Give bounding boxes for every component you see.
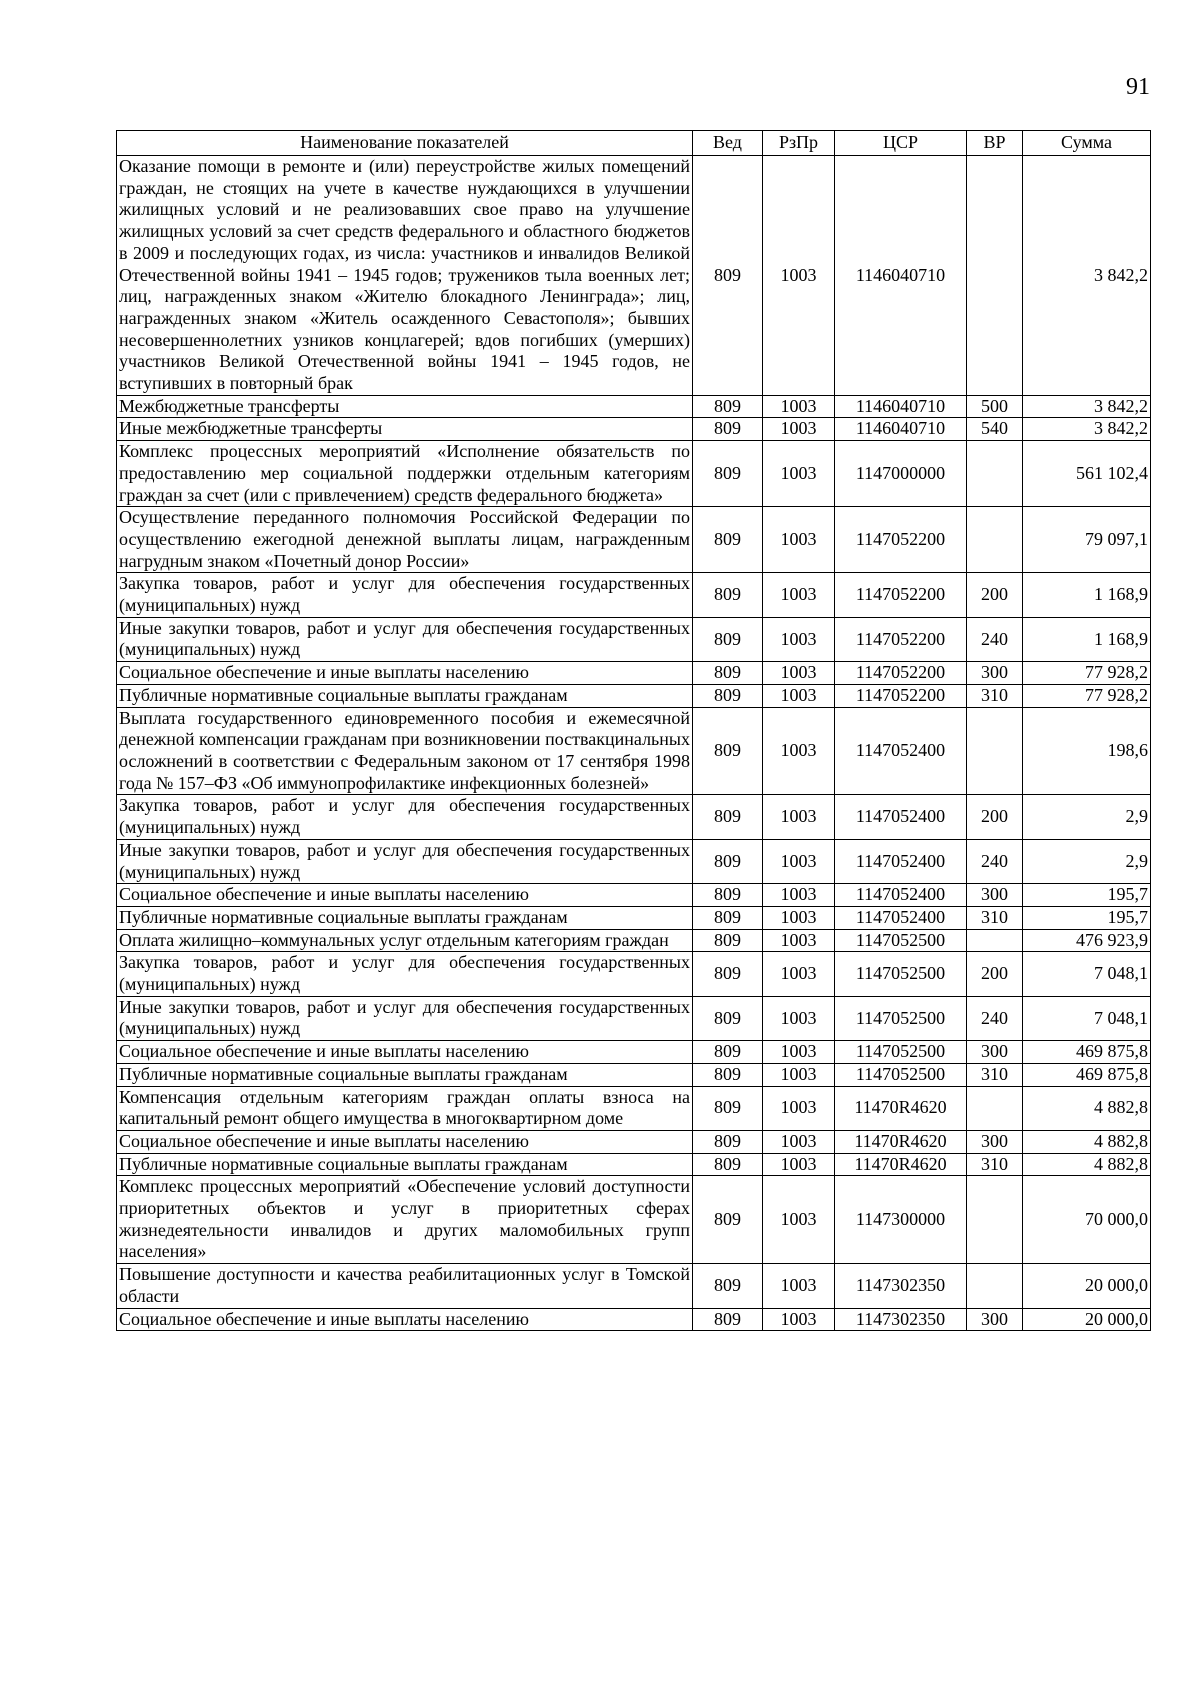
- cell-name: Закупка товаров, работ и услуг для обеспечения государственных (муниципальных) нужд: [117, 573, 693, 617]
- cell-vr: 500: [967, 395, 1023, 418]
- cell-name: Иные межбюджетные трансферты: [117, 418, 693, 441]
- cell-csr: 1147302350: [835, 1264, 967, 1308]
- cell-csr: 1147052200: [835, 507, 967, 573]
- table-row: [117, 1086, 1151, 1130]
- page-number: 91: [1126, 74, 1150, 100]
- cell-rzpr: 1003: [763, 507, 835, 573]
- table-row: [117, 1041, 1151, 1064]
- cell-name: Социальное обеспечение и иные выплаты населению: [117, 1041, 693, 1064]
- cell-sum: 3 842,2: [1023, 418, 1151, 441]
- table-row: [117, 1063, 1151, 1086]
- cell-rzpr: 1003: [763, 156, 835, 396]
- cell-rzpr: 1003: [763, 996, 835, 1040]
- cell-csr: 1147052200: [835, 617, 967, 661]
- cell-name: Межбюджетные трансферты: [117, 395, 693, 418]
- table-row: [117, 996, 1151, 1040]
- cell-vr: 300: [967, 1308, 1023, 1331]
- table-header-row: [117, 131, 1151, 156]
- cell-ved: 809: [693, 1130, 763, 1153]
- cell-csr: 1146040710: [835, 395, 967, 418]
- cell-sum: 77 928,2: [1023, 662, 1151, 685]
- cell-csr: 1147052400: [835, 884, 967, 907]
- cell-vr: 300: [967, 662, 1023, 685]
- table-row: [117, 795, 1151, 839]
- cell-vr: [967, 929, 1023, 952]
- budget-table: [116, 130, 1151, 1331]
- cell-rzpr: 1003: [763, 1130, 835, 1153]
- cell-vr: 200: [967, 795, 1023, 839]
- cell-rzpr: 1003: [763, 707, 835, 795]
- cell-name: Выплата государственного единовременного пособия и ежемесячной денежной компенсации гражданам при возникновении поствакцинальных осложнений в соответствии с Федеральным законом от 17 сентября 1998 года № 157–ФЗ «Об иммунопрофилактике инфекционных болезней»: [117, 707, 693, 795]
- cell-vr: [967, 441, 1023, 507]
- table-row: [117, 707, 1151, 795]
- cell-sum: 4 882,8: [1023, 1086, 1151, 1130]
- cell-ved: 809: [693, 1153, 763, 1176]
- cell-ved: 809: [693, 1041, 763, 1064]
- cell-vr: [967, 1176, 1023, 1264]
- table-row: [117, 952, 1151, 996]
- cell-csr: 1147052500: [835, 929, 967, 952]
- cell-ved: 809: [693, 418, 763, 441]
- table-row: [117, 906, 1151, 929]
- cell-name: Социальное обеспечение и иные выплаты населению: [117, 1130, 693, 1153]
- cell-csr: 11470R4620: [835, 1086, 967, 1130]
- cell-csr: 1147052500: [835, 1063, 967, 1086]
- cell-name: Закупка товаров, работ и услуг для обеспечения государственных (муниципальных) нужд: [117, 952, 693, 996]
- cell-vr: 310: [967, 1153, 1023, 1176]
- cell-ved: 809: [693, 1308, 763, 1331]
- cell-name: Публичные нормативные социальные выплаты гражданам: [117, 684, 693, 707]
- cell-csr: 1146040710: [835, 156, 967, 396]
- cell-sum: 198,6: [1023, 707, 1151, 795]
- cell-vr: 300: [967, 1041, 1023, 1064]
- cell-rzpr: 1003: [763, 1086, 835, 1130]
- header-csr: ЦСР: [835, 131, 967, 156]
- cell-csr: 1147052200: [835, 662, 967, 685]
- cell-csr: 1147052400: [835, 707, 967, 795]
- cell-name: Осуществление переданного полномочия Российской Федерации по осуществлению ежегодной денежной выплаты лицам, награжденным нагрудным знаком «Почетный донор России»: [117, 507, 693, 573]
- cell-vr: [967, 156, 1023, 396]
- cell-csr: 1147052500: [835, 1041, 967, 1064]
- cell-rzpr: 1003: [763, 662, 835, 685]
- cell-csr: 1147052200: [835, 573, 967, 617]
- cell-sum: 3 842,2: [1023, 395, 1151, 418]
- cell-sum: 4 882,8: [1023, 1153, 1151, 1176]
- cell-name: Комплекс процессных мероприятий «Обеспечение условий доступности приоритетных объектов и услуг в приоритетных сферах жизнедеятельности инвалидов и других маломобильных групп населения»: [117, 1176, 693, 1264]
- cell-name: Публичные нормативные социальные выплаты гражданам: [117, 1153, 693, 1176]
- table-row: [117, 617, 1151, 661]
- cell-rzpr: 1003: [763, 839, 835, 883]
- header-vr: ВР: [967, 131, 1023, 156]
- table-body: [117, 156, 1151, 1331]
- cell-rzpr: 1003: [763, 952, 835, 996]
- cell-sum: 195,7: [1023, 906, 1151, 929]
- cell-name: Публичные нормативные социальные выплаты гражданам: [117, 1063, 693, 1086]
- cell-csr: 1147052400: [835, 795, 967, 839]
- cell-ved: 809: [693, 1176, 763, 1264]
- cell-ved: 809: [693, 441, 763, 507]
- cell-csr: 1146040710: [835, 418, 967, 441]
- cell-name: Социальное обеспечение и иные выплаты населению: [117, 662, 693, 685]
- cell-name: Иные закупки товаров, работ и услуг для обеспечения государственных (муниципальных) нужд: [117, 617, 693, 661]
- cell-ved: 809: [693, 795, 763, 839]
- cell-sum: 7 048,1: [1023, 952, 1151, 996]
- cell-rzpr: 1003: [763, 1153, 835, 1176]
- cell-rzpr: 1003: [763, 1063, 835, 1086]
- cell-ved: 809: [693, 929, 763, 952]
- table-row: [117, 156, 1151, 396]
- cell-sum: 20 000,0: [1023, 1308, 1151, 1331]
- cell-vr: [967, 707, 1023, 795]
- table-row: [117, 1153, 1151, 1176]
- cell-rzpr: 1003: [763, 418, 835, 441]
- cell-vr: 300: [967, 1130, 1023, 1153]
- cell-sum: 77 928,2: [1023, 684, 1151, 707]
- cell-name: Комплекс процессных мероприятий «Исполнение обязательств по предоставлению мер социальной поддержки отдельным категориям граждан за счет (или с привлечением) средств федерального бюджета»: [117, 441, 693, 507]
- cell-vr: 300: [967, 884, 1023, 907]
- cell-vr: [967, 507, 1023, 573]
- cell-ved: 809: [693, 1264, 763, 1308]
- table-row: [117, 1308, 1151, 1331]
- cell-name: Повышение доступности и качества реабилитационных услуг в Томской области: [117, 1264, 693, 1308]
- cell-name: Социальное обеспечение и иные выплаты населению: [117, 884, 693, 907]
- cell-name: Закупка товаров, работ и услуг для обеспечения государственных (муниципальных) нужд: [117, 795, 693, 839]
- cell-rzpr: 1003: [763, 1308, 835, 1331]
- cell-csr: 1147302350: [835, 1308, 967, 1331]
- cell-csr: 1147052400: [835, 906, 967, 929]
- cell-rzpr: 1003: [763, 1264, 835, 1308]
- table-row: [117, 395, 1151, 418]
- cell-ved: 809: [693, 662, 763, 685]
- cell-ved: 809: [693, 884, 763, 907]
- cell-ved: 809: [693, 707, 763, 795]
- cell-ved: 809: [693, 1086, 763, 1130]
- cell-vr: 540: [967, 418, 1023, 441]
- cell-sum: 3 842,2: [1023, 156, 1151, 396]
- cell-csr: 1147052500: [835, 996, 967, 1040]
- cell-sum: 79 097,1: [1023, 507, 1151, 573]
- cell-name: Публичные нормативные социальные выплаты гражданам: [117, 906, 693, 929]
- cell-csr: 1147300000: [835, 1176, 967, 1264]
- table-row: [117, 1130, 1151, 1153]
- cell-vr: [967, 1264, 1023, 1308]
- cell-sum: 561 102,4: [1023, 441, 1151, 507]
- header-sum: Сумма: [1023, 131, 1151, 156]
- cell-sum: 70 000,0: [1023, 1176, 1151, 1264]
- cell-csr: 11470R4620: [835, 1130, 967, 1153]
- cell-sum: 2,9: [1023, 839, 1151, 883]
- cell-sum: 195,7: [1023, 884, 1151, 907]
- header-rzpr: РзПр: [763, 131, 835, 156]
- cell-name: Компенсация отдельным категориям граждан оплаты взноса на капитальный ремонт общего имущества в многоквартирном доме: [117, 1086, 693, 1130]
- cell-vr: 240: [967, 839, 1023, 883]
- cell-sum: 1 168,9: [1023, 617, 1151, 661]
- cell-vr: 310: [967, 1063, 1023, 1086]
- cell-rzpr: 1003: [763, 1176, 835, 1264]
- table-row: [117, 418, 1151, 441]
- header-ved: Вед: [693, 131, 763, 156]
- cell-sum: 20 000,0: [1023, 1264, 1151, 1308]
- cell-csr: 1147052500: [835, 952, 967, 996]
- cell-vr: 240: [967, 617, 1023, 661]
- table-row: [117, 507, 1151, 573]
- table-row: [117, 1264, 1151, 1308]
- cell-ved: 809: [693, 684, 763, 707]
- cell-name: Иные закупки товаров, работ и услуг для обеспечения государственных (муниципальных) нужд: [117, 996, 693, 1040]
- cell-sum: 469 875,8: [1023, 1041, 1151, 1064]
- cell-ved: 809: [693, 906, 763, 929]
- cell-rzpr: 1003: [763, 884, 835, 907]
- cell-rzpr: 1003: [763, 795, 835, 839]
- cell-ved: 809: [693, 952, 763, 996]
- cell-ved: 809: [693, 573, 763, 617]
- cell-sum: 1 168,9: [1023, 573, 1151, 617]
- table-row: [117, 684, 1151, 707]
- cell-vr: 240: [967, 996, 1023, 1040]
- cell-sum: 469 875,8: [1023, 1063, 1151, 1086]
- cell-rzpr: 1003: [763, 395, 835, 418]
- cell-csr: 11470R4620: [835, 1153, 967, 1176]
- cell-name: Иные закупки товаров, работ и услуг для обеспечения государственных (муниципальных) нужд: [117, 839, 693, 883]
- table-row: [117, 441, 1151, 507]
- cell-ved: 809: [693, 507, 763, 573]
- header-name: Наименование показателей: [117, 131, 693, 156]
- cell-name: Оплата жилищно–коммунальных услуг отдельным категориям граждан: [117, 929, 693, 952]
- cell-csr: 1147052200: [835, 684, 967, 707]
- cell-ved: 809: [693, 839, 763, 883]
- cell-rzpr: 1003: [763, 1041, 835, 1064]
- table-row: [117, 884, 1151, 907]
- cell-vr: 310: [967, 684, 1023, 707]
- cell-rzpr: 1003: [763, 617, 835, 661]
- cell-ved: 809: [693, 1063, 763, 1086]
- cell-sum: 7 048,1: [1023, 996, 1151, 1040]
- cell-vr: 310: [967, 906, 1023, 929]
- table-row: [117, 929, 1151, 952]
- cell-rzpr: 1003: [763, 684, 835, 707]
- cell-ved: 809: [693, 156, 763, 396]
- table-row: [117, 662, 1151, 685]
- cell-sum: 2,9: [1023, 795, 1151, 839]
- table-row: [117, 839, 1151, 883]
- cell-csr: 1147000000: [835, 441, 967, 507]
- cell-rzpr: 1003: [763, 573, 835, 617]
- cell-rzpr: 1003: [763, 441, 835, 507]
- cell-ved: 809: [693, 395, 763, 418]
- cell-name: Оказание помощи в ремонте и (или) переустройстве жилых помещений граждан, не стоящих на учете в качестве нуждающихся в улучшении жилищных условий и не реализовавших свое право на улучшение жилищных условий за счет средств федерального и областного бюджетов в 2009 и последующих годах, из числа: участников и инвалидов Великой Отечественной войны 1941 – 1945 годов; тружеников тыла военных лет; лиц, награжденных знаком «Жителю блокадного Ленинграда»; лиц, награжденных знаком «Житель осажденного Севастополя»; бывших несовершеннолетних узников концлагерей; вдов погибших (умерших) участников Великой Отечественной войны 1941 – 1945 годов, не вступивших в повторный брак: [117, 156, 693, 396]
- cell-vr: 200: [967, 952, 1023, 996]
- table-row: [117, 573, 1151, 617]
- cell-csr: 1147052400: [835, 839, 967, 883]
- cell-vr: [967, 1086, 1023, 1130]
- cell-vr: 200: [967, 573, 1023, 617]
- table-row: [117, 1176, 1151, 1264]
- cell-name: Социальное обеспечение и иные выплаты населению: [117, 1308, 693, 1331]
- cell-sum: 476 923,9: [1023, 929, 1151, 952]
- cell-rzpr: 1003: [763, 906, 835, 929]
- cell-ved: 809: [693, 617, 763, 661]
- cell-sum: 4 882,8: [1023, 1130, 1151, 1153]
- cell-ved: 809: [693, 996, 763, 1040]
- cell-rzpr: 1003: [763, 929, 835, 952]
